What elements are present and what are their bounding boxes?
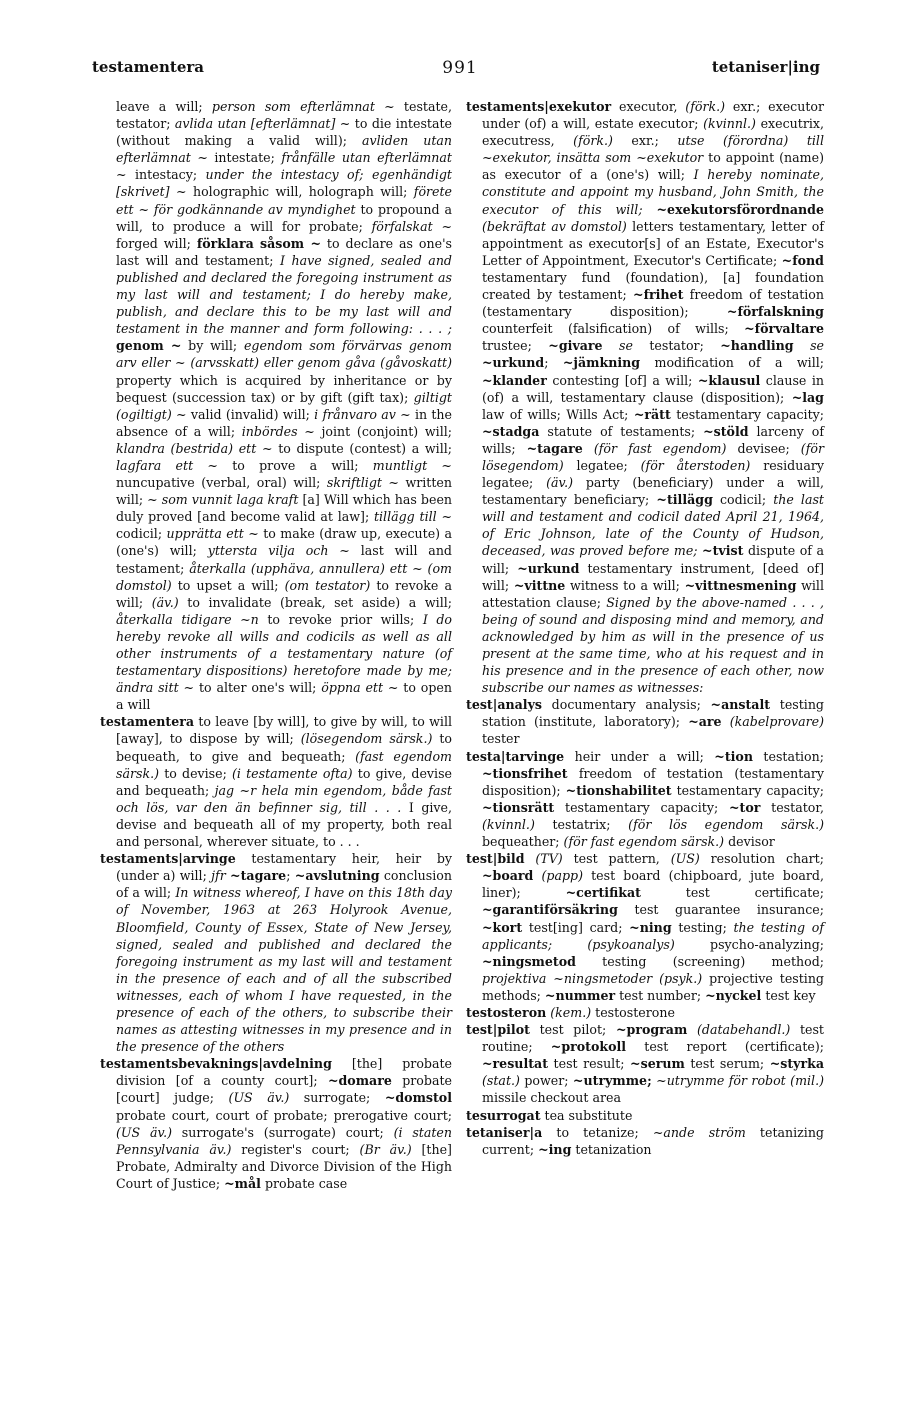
dictionary-entry: testa|tarvinge heir under a will; ~tion testation; ~tionsfrihet freedom of testation (testamentary disposition); ~tionshabilitet testamentary capacity; ~tionsrätt testamentary capacity; ~tor testator, (kvinnl.) testatrix; (för lös egendom särsk.) bequeather; (för fast egendom särsk.) devisor (466, 748, 824, 850)
entry-continuation: leave a will; person som efterlämnat ~ testate, testator; avlida utan [efterlämnat] ~ to die intestate (without making a valid will); avliden utan efterlämnat ~ intestate; frånfälle utan efterlämnat ~ intestacy; under the intestacy of; egenhändigt [skrivet] ~ holographic will, holograph will; förete ett ~ för godkännande av myndighet to propound a will, to produce a will for probate; förfalskat ~ forged will; förklara såsom ~ to declare as one's last will and testament; I have signed, sealed and published and declared the foregoing instrument as my last will and testament; I do hereby make, publish, and declare this to be my last will and testament in the manner and form following: . . . ; genom ~ by will; egendom som förvärvas genom arv eller ~ (arvsskatt) eller genom gåva (gåvoskatt) property which is acquired by inheritance or by bequest (succession tax) or by gift (gift tax); giltigt (ogiltigt) ~ valid (invalid) will; i frånvaro av ~ in the absence of a will; inbördes ~ joint (conjoint) will; klandra (bestrida) ett ~ to dispute (contest) a will; lagfara ett ~ to prove a will; muntligt ~ nuncupative (verbal, oral) will; skriftligt ~ written will; ~ som vunnit laga kraft [a] Will which has been duly proved [and become valid at law]; tillägg till ~ codicil; upprätta ett ~ to make (draw up, execute) a (one's) will; yttersta vilja och ~ last will and testament; återkalla (upphäva, annullera) ett ~ (om domstol) to upset a will; (om testator) to revoke a will; (äv.) to invalidate (break, set aside) a will; återkalla tidigare ~n to revoke prior wills; I do hereby revoke all wills and codicils as well as all other instruments of a testamentary nature (of testamentary dispositions) heretofore made by me; ändra sitt ~ to alter one's will; öppna ett ~ to open a will (116, 99, 453, 713)
header-first-headword: testamentera (92, 58, 204, 76)
dictionary-entry: test|analys documentary analysis; ~anstalt testing station (institute, laboratory); ~are (kabelprovare) tester (466, 697, 824, 747)
dictionary-entry: testosteron (kem.) testosterone (466, 1004, 675, 1020)
left-column (100, 98, 452, 1192)
dictionary-entry: test|pilot test pilot; ~program (databehandl.) test routine; ~protokoll test report (certificate); ~resultat test result; ~serum test serum; ~styrka (stat.) power; ~utrymme; ~utrymme för robot (mil.) missile checkout area (466, 1022, 824, 1106)
dictionary-entry: test|bild (TV) test pattern, (US) resolution chart; ~board (papp) test board (chipboard, jute board, liner); ~certifikat test certificate; ~garantiförsäkring test guarantee insurance; ~kort test[ing] card; ~ning testing; the testing of applicants; (psykoanalys) psycho-analyzing; ~ningsmetod testing (screening) method; projektiva ~ningsmetoder (psyk.) projective testing methods; ~nummer test number; ~nyckel test key (466, 851, 825, 1003)
dictionary-entry: testaments|arvinge testamentary heir, heir by (under a) will; jfr ~tagare; ~avslutning conclusion of a will; In witness whereof, I have on this 18th day of November, 1963 at 263 Holyrook Avenue, Bloomfield, County of Essex, State of New Jersey, signed, sealed and published and declared the foregoing instrument as my last will and testament in the presence of each and of all the subscribed witnesses, each of whom I have requested, in the presence of each of the others, to subscribe their names as attesting witnesses in my presence and in the presence of the others (100, 851, 453, 1055)
dictionary-entry: tesurrogat tea substitute (466, 1107, 633, 1123)
dictionary-entry: testaments|exekutor executor, (förk.) exr.; executor under (of) a will, estate executor; (kvinnl.) executrix, executress, (förk.) exr.; utse (förordna) till ~exekutor, insätta som ~exekutor to appoint (name) as executor of a (one's) will; I hereby nominate, constitute and appoint my husband, John Smith, the executor of this will; ~exekutorsförordnande (bekräftat av domstol) letters testamentary, letter of appointment as executor[s] of an Estate, Executor's Letter of Appointment, Executor's Certificate; ~fond testamentary fund (foundation), [a] foundation created by testament; ~frihet freedom of testation (testamentary disposition); ~förfalskning counterfeit (falsification) of wills; ~förvaltare trustee; ~givare se testator; ~handling se ~urkund; ~jämkning modification of a will; ~klander contesting [of] a will; ~klausul clause in (of) a will, testamentary clause (disposition); ~lag law of wills; Wills Act; ~rätt testamentary capacity; ~stadga statute of testaments; ~stöld larceny of wills; ~tagare (för fast egendom) devisee; (för lösegendom) legatee; (för återstoden) residuary legatee; (äv.) party (beneficiary) under a will, testamentary beneficiary; ~tillägg codicil; the last will and testament and codicil dated April 21, 1964, of Eric Johnson, late of the County of Hudson, deceased, was proved before me; ~tvist dispute of a will; ~urkund testamentary instrument, [deed of] will; ~vittne witness to a will; ~vittnesmening will attestation clause; Signed by the above-named . . . , being of sound and disposing mind and memory, and acknowledged by him as will in the presence of us present at the same time, who at his request and in his presence and in the presence of each other, now subscribe our names as witnesses: (466, 99, 825, 696)
dictionary-entry: tetaniser|a to tetanize; ~ande ström tetanizing current; ~ing tetanization (466, 1124, 824, 1157)
header-last-headword: tetaniser|ing (711, 58, 820, 76)
dictionary-entry: testamentsbevaknings|avdelning [the] probate division [of a county court]; ~domare probate [court] judge; (US äv.) surrogate; ~domstol probate court, court of probate; prerogative court; (US äv.) surrogate's (surrogate) court; (i staten Pennsylvania äv.) register's court; (Br äv.) [the] Probate, Admiralty and Divorce Division of the High Court of Justice; ~mål probate case (100, 1056, 452, 1191)
dictionary-entry: testamentera to leave [by will], to give by will, to will [away], to dispose by will; (lösegendom särsk.) to bequeath, to give and bequeath; (fast egendom särsk.) to devise; (i testamente ofta) to give, devise and bequeath; jag ~r hela min egendom, både fast och lös, var den än befinner sig, till . . . I give, devise and bequeath all of my property, both real and personal, wherever situate, to . . . (100, 714, 452, 850)
right-column (466, 98, 824, 1158)
page-number: 991 (442, 58, 478, 78)
page-header (0, 58, 920, 82)
